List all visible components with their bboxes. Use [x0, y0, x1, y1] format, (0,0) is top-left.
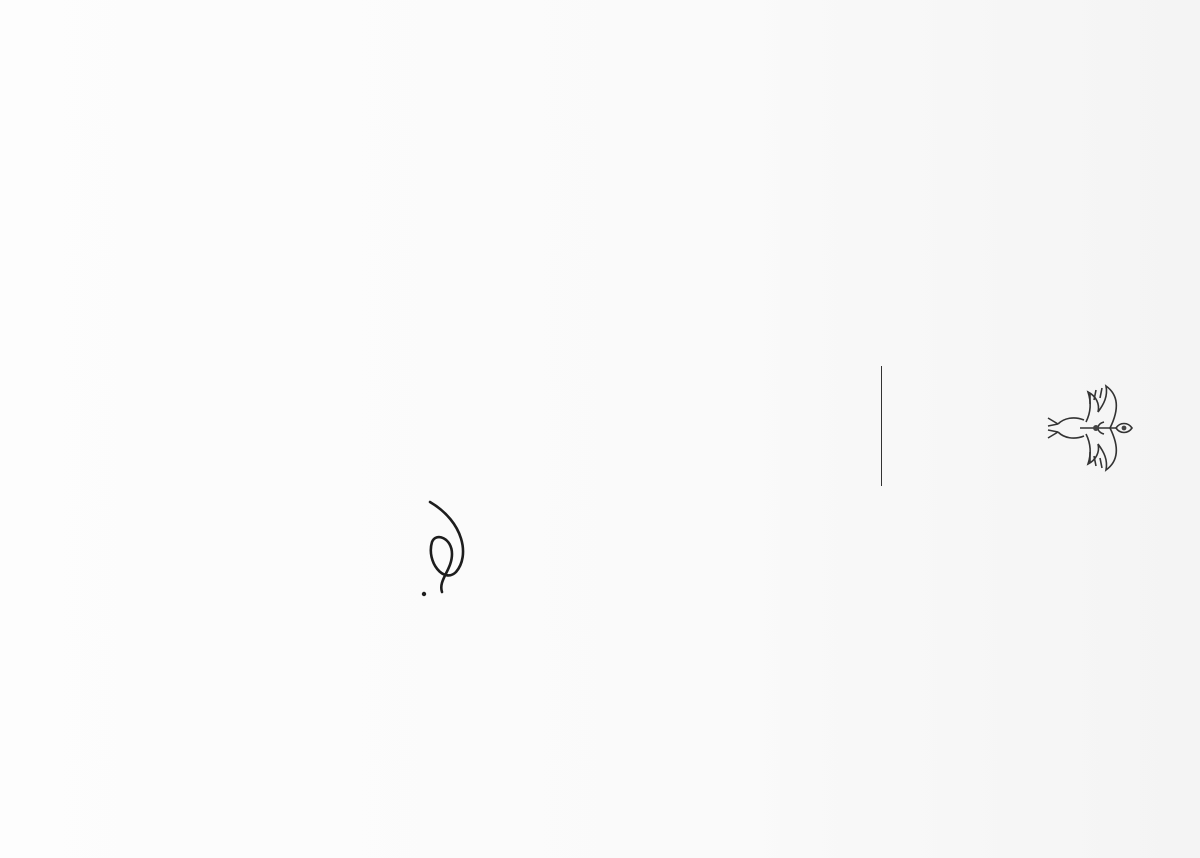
handwritten-signature-icon — [412, 492, 482, 602]
title-divider — [881, 366, 882, 486]
garuda-emblem-icon — [1044, 382, 1140, 474]
